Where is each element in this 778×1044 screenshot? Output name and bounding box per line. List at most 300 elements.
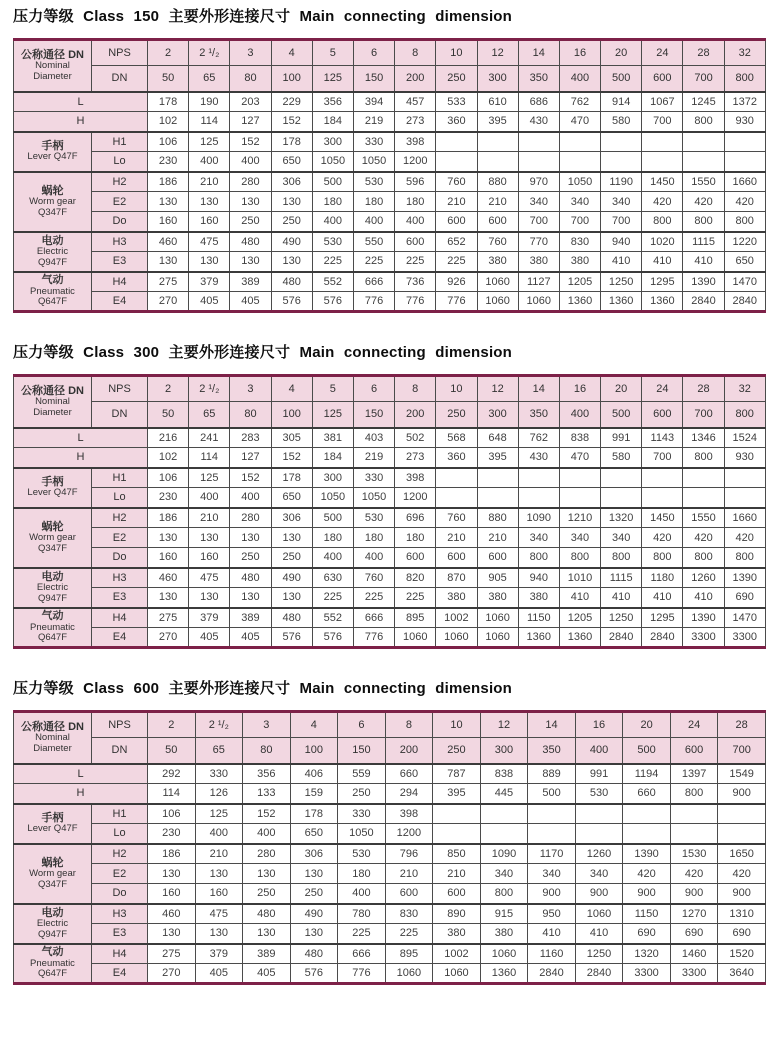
- dn-value: 200: [385, 738, 433, 764]
- dim-value: 490: [271, 232, 312, 252]
- dim-value: 1170: [528, 844, 576, 864]
- dim-value: 576: [312, 292, 353, 312]
- class-150-section: [13, 8, 765, 313]
- dim-value: 760: [436, 172, 477, 192]
- dim-value: 1460: [670, 944, 718, 964]
- label-line: 公称通径 DN: [21, 384, 84, 397]
- dim-value: 800: [642, 212, 683, 232]
- dim-row-H: [14, 448, 766, 468]
- nps-value: 24: [670, 712, 718, 738]
- row-label: Lo: [92, 488, 148, 508]
- dim-value: [480, 804, 528, 824]
- dim-value: 1250: [575, 944, 623, 964]
- dim-value: 600: [395, 548, 436, 568]
- dim-value: 580: [601, 448, 642, 468]
- dim-value: 410: [575, 924, 623, 944]
- dim-value: [575, 804, 623, 824]
- dim-value: 3300: [670, 964, 718, 984]
- dim-value: 1320: [623, 944, 671, 964]
- dn-label: DN: [92, 738, 148, 764]
- dim-value: 225: [353, 252, 394, 272]
- dim-value: 900: [623, 884, 671, 904]
- dn-value: 350: [518, 402, 559, 428]
- dim-value: 125: [189, 468, 230, 488]
- dimension-table-class-150: [13, 38, 766, 313]
- dim-value: 130: [189, 252, 230, 272]
- dim-value: 1127: [518, 272, 559, 292]
- dim-value: 880: [477, 172, 518, 192]
- dim-value: 180: [312, 528, 353, 548]
- dim-row-H1: [14, 804, 766, 824]
- dim-value: 1190: [601, 172, 642, 192]
- dim-value: 405: [230, 292, 271, 312]
- dim-row-Do: [14, 884, 766, 904]
- dim-value: 1520: [718, 944, 766, 964]
- dn-value: 800: [724, 66, 765, 92]
- dn-value: 500: [601, 402, 642, 428]
- row-label: H3: [92, 568, 148, 588]
- dim-row-H4: [14, 608, 766, 628]
- dim-value: 550: [353, 232, 394, 252]
- dim-value: 1660: [724, 172, 765, 192]
- dim-value: 380: [518, 588, 559, 608]
- nps-value: 8: [385, 712, 433, 738]
- dim-value: 400: [353, 548, 394, 568]
- nps-value: 2: [148, 712, 196, 738]
- dn-label: DN: [92, 402, 148, 428]
- header-row-dn: [14, 66, 766, 92]
- dim-value: 1360: [642, 292, 683, 312]
- dim-value: 889: [528, 764, 576, 784]
- dim-value: [670, 824, 718, 844]
- dim-value: 130: [271, 252, 312, 272]
- row-label: H4: [92, 608, 148, 628]
- dim-value: 1002: [436, 608, 477, 628]
- row-label: H2: [92, 172, 148, 192]
- group-label: [14, 944, 92, 984]
- dim-value: 915: [480, 904, 528, 924]
- dim-value: [559, 488, 600, 508]
- dim-value: 1310: [718, 904, 766, 924]
- header-row-nps: [14, 376, 766, 402]
- dim-value: 1390: [623, 844, 671, 864]
- nps-value: 32: [724, 40, 765, 66]
- dim-value: 800: [724, 212, 765, 232]
- dim-value: 160: [148, 884, 196, 904]
- dim-value: 1060: [433, 964, 481, 984]
- dn-value: 600: [670, 738, 718, 764]
- dim-value: 530: [312, 232, 353, 252]
- dim-value: 270: [148, 628, 189, 648]
- dim-value: 1150: [623, 904, 671, 924]
- dim-row-H2: [14, 508, 766, 528]
- dim-value: 270: [148, 964, 196, 984]
- dim-value: 1200: [395, 488, 436, 508]
- dim-value: 895: [385, 944, 433, 964]
- dim-value: [601, 132, 642, 152]
- dim-value: 410: [601, 252, 642, 272]
- dim-value: 126: [195, 784, 243, 804]
- dim-value: 576: [312, 628, 353, 648]
- nps-value: 2 ¹/₂: [195, 712, 243, 738]
- label-line: Q947F: [37, 592, 68, 604]
- dim-value: 410: [642, 588, 683, 608]
- dimension-table-class-300: [13, 374, 766, 649]
- dim-value: 400: [338, 884, 386, 904]
- dim-value: 360: [436, 112, 477, 132]
- dim-value: 380: [518, 252, 559, 272]
- dim-value: 180: [338, 864, 386, 884]
- dim-value: 1050: [559, 172, 600, 192]
- row-label: L: [14, 764, 148, 784]
- label-line: Pneumatic: [30, 285, 75, 297]
- dim-value: 410: [528, 924, 576, 944]
- dim-value: 991: [575, 764, 623, 784]
- nps-value: 28: [683, 376, 724, 402]
- dim-row-L: [14, 428, 766, 448]
- nps-value: 32: [724, 376, 765, 402]
- dim-value: [642, 132, 683, 152]
- nps-value: 2: [148, 376, 189, 402]
- nps-value: 8: [395, 376, 436, 402]
- dim-value: 280: [243, 844, 291, 864]
- dim-value: 820: [395, 568, 436, 588]
- dim-value: 2840: [683, 292, 724, 312]
- row-label: Do: [92, 212, 148, 232]
- dim-value: 1060: [395, 628, 436, 648]
- dim-value: 1060: [385, 964, 433, 984]
- dim-value: 356: [312, 92, 353, 112]
- dim-value: 241: [189, 428, 230, 448]
- group-label: [14, 468, 92, 508]
- dim-value: [683, 488, 724, 508]
- dim-value: 576: [271, 628, 312, 648]
- dim-value: 130: [271, 528, 312, 548]
- dim-row-H4: [14, 944, 766, 964]
- dim-value: 460: [148, 568, 189, 588]
- dim-value: 340: [601, 192, 642, 212]
- dim-value: 160: [189, 212, 230, 232]
- dim-value: 330: [353, 132, 394, 152]
- row-label: E4: [92, 628, 148, 648]
- header-row-nps: [14, 712, 766, 738]
- dn-value: 65: [189, 66, 230, 92]
- dim-value: 926: [436, 272, 477, 292]
- dim-value: 776: [436, 292, 477, 312]
- dim-value: 1050: [312, 152, 353, 172]
- dim-value: 1390: [683, 608, 724, 628]
- dim-value: 900: [670, 884, 718, 904]
- dim-value: 106: [148, 804, 196, 824]
- dim-value: 490: [290, 904, 338, 924]
- dim-value: 379: [189, 272, 230, 292]
- label-line: 电动: [41, 570, 64, 583]
- dn-value: 80: [230, 402, 271, 428]
- dim-value: 300: [312, 132, 353, 152]
- dim-value: 480: [290, 944, 338, 964]
- dn-value: 600: [642, 66, 683, 92]
- dim-value: 127: [230, 112, 271, 132]
- dim-value: 106: [148, 132, 189, 152]
- dim-value: 379: [195, 944, 243, 964]
- nps-value: 24: [642, 376, 683, 402]
- dim-value: 250: [338, 784, 386, 804]
- dim-value: 1115: [601, 568, 642, 588]
- dn-value: 150: [338, 738, 386, 764]
- dim-row-E2: [14, 528, 766, 548]
- group-label: [14, 844, 92, 904]
- label-line: 电动: [41, 906, 64, 919]
- dim-value: [436, 468, 477, 488]
- dim-value: 130: [195, 924, 243, 944]
- dim-value: 420: [718, 864, 766, 884]
- dim-value: 306: [271, 508, 312, 528]
- dim-value: 533: [436, 92, 477, 112]
- dn-value: 80: [230, 66, 271, 92]
- label-line: 气动: [41, 610, 64, 623]
- label-line: 手柄: [41, 476, 64, 489]
- dim-value: 3300: [724, 628, 765, 648]
- dimension-table-class-600: [13, 710, 766, 985]
- dim-value: 1295: [642, 272, 683, 292]
- dim-value: 400: [195, 824, 243, 844]
- dim-value: 400: [230, 152, 271, 172]
- dim-value: 400: [189, 152, 230, 172]
- dim-value: 178: [290, 804, 338, 824]
- dim-value: 530: [575, 784, 623, 804]
- dim-value: 102: [148, 112, 189, 132]
- label-line: Q347F: [37, 206, 68, 218]
- dim-value: 210: [436, 192, 477, 212]
- dim-value: 306: [271, 172, 312, 192]
- dim-value: 305: [271, 428, 312, 448]
- dim-value: 114: [189, 448, 230, 468]
- row-label: H: [14, 784, 148, 804]
- dn-value: 700: [683, 66, 724, 92]
- nps-label: NPS: [92, 376, 148, 402]
- dim-row-E3: [14, 924, 766, 944]
- dim-value: 420: [642, 528, 683, 548]
- dim-value: 380: [433, 924, 481, 944]
- dim-value: 389: [230, 272, 271, 292]
- dim-value: 787: [433, 764, 481, 784]
- dim-value: 1060: [477, 272, 518, 292]
- dim-value: 270: [148, 292, 189, 312]
- dim-value: [642, 468, 683, 488]
- label-line: Q647F: [37, 968, 68, 980]
- dim-value: 230: [148, 824, 196, 844]
- dim-value: 460: [148, 232, 189, 252]
- dim-value: 210: [433, 864, 481, 884]
- label-line: 气动: [41, 946, 64, 959]
- dim-value: 1524: [724, 428, 765, 448]
- dim-value: 380: [480, 924, 528, 944]
- dim-value: 340: [559, 192, 600, 212]
- nps-value: 4: [271, 376, 312, 402]
- class-600-section: [13, 680, 765, 985]
- dim-value: 600: [436, 212, 477, 232]
- dim-value: 294: [385, 784, 433, 804]
- dim-value: 1010: [559, 568, 600, 588]
- dim-value: 400: [312, 212, 353, 232]
- group-label: [14, 568, 92, 608]
- nps-value: 28: [683, 40, 724, 66]
- dim-value: 210: [189, 172, 230, 192]
- dim-value: 480: [230, 232, 271, 252]
- dn-value: 150: [353, 402, 394, 428]
- dim-value: 330: [338, 804, 386, 824]
- dim-value: 160: [195, 884, 243, 904]
- dim-value: 395: [477, 448, 518, 468]
- dim-row-L: [14, 764, 766, 784]
- dn-value: 300: [477, 66, 518, 92]
- dim-value: 696: [395, 508, 436, 528]
- dim-value: 600: [436, 548, 477, 568]
- dim-value: 430: [518, 448, 559, 468]
- dn-value: 300: [480, 738, 528, 764]
- dim-value: [642, 488, 683, 508]
- label-line: Electric: [36, 246, 69, 258]
- dim-value: 1060: [477, 628, 518, 648]
- dim-value: 130: [148, 528, 189, 548]
- label-line: Q347F: [37, 542, 68, 554]
- dim-value: 580: [601, 112, 642, 132]
- dim-value: 690: [724, 588, 765, 608]
- dim-value: 130: [271, 192, 312, 212]
- dim-value: 130: [148, 588, 189, 608]
- dim-value: 405: [189, 628, 230, 648]
- dn-value: 700: [683, 402, 724, 428]
- dim-value: 130: [230, 252, 271, 272]
- dim-value: 800: [670, 784, 718, 804]
- dim-value: 275: [148, 608, 189, 628]
- dim-value: 700: [642, 448, 683, 468]
- dim-value: 648: [477, 428, 518, 448]
- dim-value: 360: [436, 448, 477, 468]
- dim-row-H2: [14, 172, 766, 192]
- dim-value: 1360: [601, 292, 642, 312]
- dim-value: 1550: [683, 508, 724, 528]
- dim-value: 420: [670, 864, 718, 884]
- dim-value: 219: [353, 112, 394, 132]
- dim-row-H3: [14, 568, 766, 588]
- dim-value: 1200: [395, 152, 436, 172]
- dim-value: 400: [395, 212, 436, 232]
- dim-value: [518, 132, 559, 152]
- dim-value: 405: [189, 292, 230, 312]
- dim-value: 1450: [642, 508, 683, 528]
- dim-value: 398: [385, 804, 433, 824]
- dim-value: 830: [385, 904, 433, 924]
- dim-value: 114: [148, 784, 196, 804]
- dim-value: 930: [724, 112, 765, 132]
- nps-value: 24: [642, 40, 683, 66]
- dim-value: 1020: [642, 232, 683, 252]
- dim-value: 600: [477, 548, 518, 568]
- dim-value: [518, 152, 559, 172]
- dim-value: 796: [385, 844, 433, 864]
- dim-value: [601, 488, 642, 508]
- dim-row-E2: [14, 192, 766, 212]
- dn-value: 200: [395, 66, 436, 92]
- dim-value: 610: [477, 92, 518, 112]
- dim-value: 780: [338, 904, 386, 924]
- dim-value: 180: [353, 528, 394, 548]
- dim-value: 130: [148, 192, 189, 212]
- dim-value: 776: [395, 292, 436, 312]
- dim-value: 552: [312, 272, 353, 292]
- dim-value: 160: [189, 548, 230, 568]
- dim-value: 1200: [385, 824, 433, 844]
- label-line: 手柄: [41, 812, 64, 825]
- dim-value: 1470: [724, 608, 765, 628]
- label-line: 蜗轮: [41, 184, 64, 197]
- dim-value: 600: [385, 884, 433, 904]
- dim-value: 160: [148, 212, 189, 232]
- dim-value: 800: [642, 548, 683, 568]
- dim-value: 1360: [480, 964, 528, 984]
- dim-value: 690: [670, 924, 718, 944]
- dim-value: [724, 488, 765, 508]
- row-label: Lo: [92, 152, 148, 172]
- dim-row-E3: [14, 588, 766, 608]
- dim-value: 250: [290, 884, 338, 904]
- dn-value: 350: [528, 738, 576, 764]
- dim-value: 306: [290, 844, 338, 864]
- dn-value: 125: [312, 66, 353, 92]
- dim-value: 340: [518, 528, 559, 548]
- dim-value: [601, 152, 642, 172]
- dim-row-E4: [14, 628, 766, 648]
- dim-value: 1650: [718, 844, 766, 864]
- dim-row-H3: [14, 904, 766, 924]
- dn-value: 250: [436, 66, 477, 92]
- nps-value: 3: [243, 712, 291, 738]
- dim-value: 406: [290, 764, 338, 784]
- row-label: Do: [92, 884, 148, 904]
- dim-value: 152: [230, 132, 271, 152]
- row-label: E3: [92, 588, 148, 608]
- dim-value: 152: [271, 112, 312, 132]
- dim-value: 379: [189, 608, 230, 628]
- dim-value: 530: [338, 844, 386, 864]
- nps-value: 4: [290, 712, 338, 738]
- dn-value: 400: [559, 402, 600, 428]
- dim-value: 2840: [575, 964, 623, 984]
- dim-value: 1060: [477, 292, 518, 312]
- dim-value: 400: [230, 488, 271, 508]
- label-line: Q647F: [37, 632, 68, 644]
- dim-value: 405: [195, 964, 243, 984]
- nps-value: 10: [433, 712, 481, 738]
- dim-value: 3300: [623, 964, 671, 984]
- dim-value: 420: [623, 864, 671, 884]
- dim-value: [528, 824, 576, 844]
- dim-value: 686: [518, 92, 559, 112]
- nps-value: 10: [436, 376, 477, 402]
- dim-value: 800: [518, 548, 559, 568]
- dim-value: 460: [148, 904, 196, 924]
- dim-value: 1050: [338, 824, 386, 844]
- dim-value: 216: [148, 428, 189, 448]
- dim-value: 300: [312, 468, 353, 488]
- dim-value: [559, 152, 600, 172]
- dim-value: 184: [312, 448, 353, 468]
- dn-value: 150: [353, 66, 394, 92]
- dim-value: 568: [436, 428, 477, 448]
- dim-value: 800: [683, 448, 724, 468]
- dim-row-H1: [14, 132, 766, 152]
